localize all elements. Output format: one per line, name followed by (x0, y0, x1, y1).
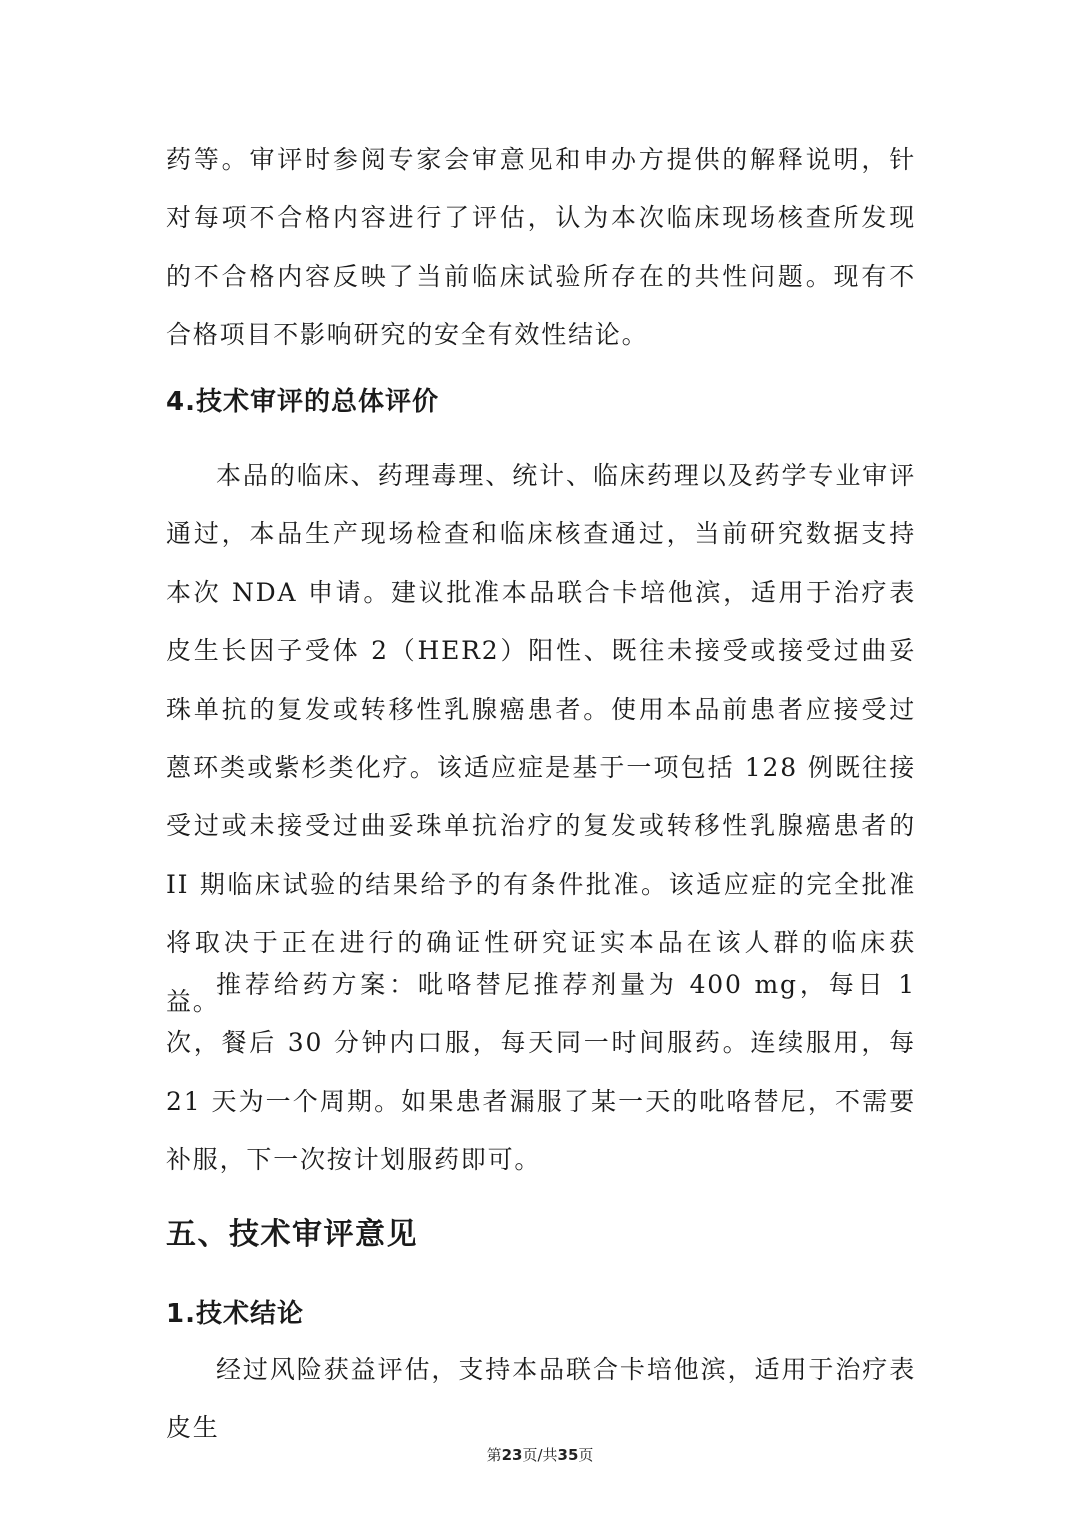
footer-middle: 页/共 (522, 1446, 558, 1464)
paragraph-overall-evaluation: 本品的临床、药理毒理、统计、临床药理以及药学专业审评通过，本品生产现场检查和临床核查通过，当前研究数据支持本次 NDA 申请。建议批准本品联合卡培他滨，适用于治疗表皮生长因子受体 2（HER2）阳性、既往未接受或接受过曲妥珠单抗的复发或转移性乳腺癌患者。使用本品前患者应接受过蒽环类或紫杉类化疗。该适应症是基于一项包括 128 例既往接受过或未接受过曲妥珠单抗治疗的复发或转移性乳腺癌患者的 II 期临床试验的结果给予的有条件批准。该适应症的完全批准将取决于正在进行的确证性研究证实本品在该人群的临床获益。 (166, 461, 916, 1016)
paragraph-technical-conclusion: 经过风险获益评估，支持本品联合卡培他滨，适用于治疗表皮生 (166, 1355, 916, 1443)
footer-suffix: 页 (578, 1446, 594, 1464)
current-page-number: 23 (501, 1446, 523, 1464)
page-footer (0, 1444, 1080, 1465)
total-page-number: 35 (557, 1446, 579, 1464)
section-heading-technical-conclusion: 1.技术结论 (166, 1299, 304, 1329)
paragraph-dosage-regimen: 推荐给药方案：吡咯替尼推荐剂量为 400 mg，每日 1 次，餐后 30 分钟内口服，每天同一时间服药。连续服用，每 21 天为一个周期。如果患者漏服了某一天的吡咯替尼，不需要补服，下一次按计划服药即可。 (166, 970, 916, 1175)
footer-prefix: 第 (486, 1446, 502, 1464)
section-heading-overall-evaluation: 4.技术审评的总体评价 (166, 387, 439, 417)
chapter-heading-review-opinion: 五、技术审评意见 (166, 1217, 418, 1252)
paragraph-verification-conclusion: 药等。审评时参阅专家会审意见和申办方提供的解释说明，针对每项不合格内容进行了评估，认为本次临床现场核查所发现的不合格内容反映了当前临床试验所存在的共性问题。现有不合格项目不影响研究的安全有效性结论。 (166, 145, 916, 350)
